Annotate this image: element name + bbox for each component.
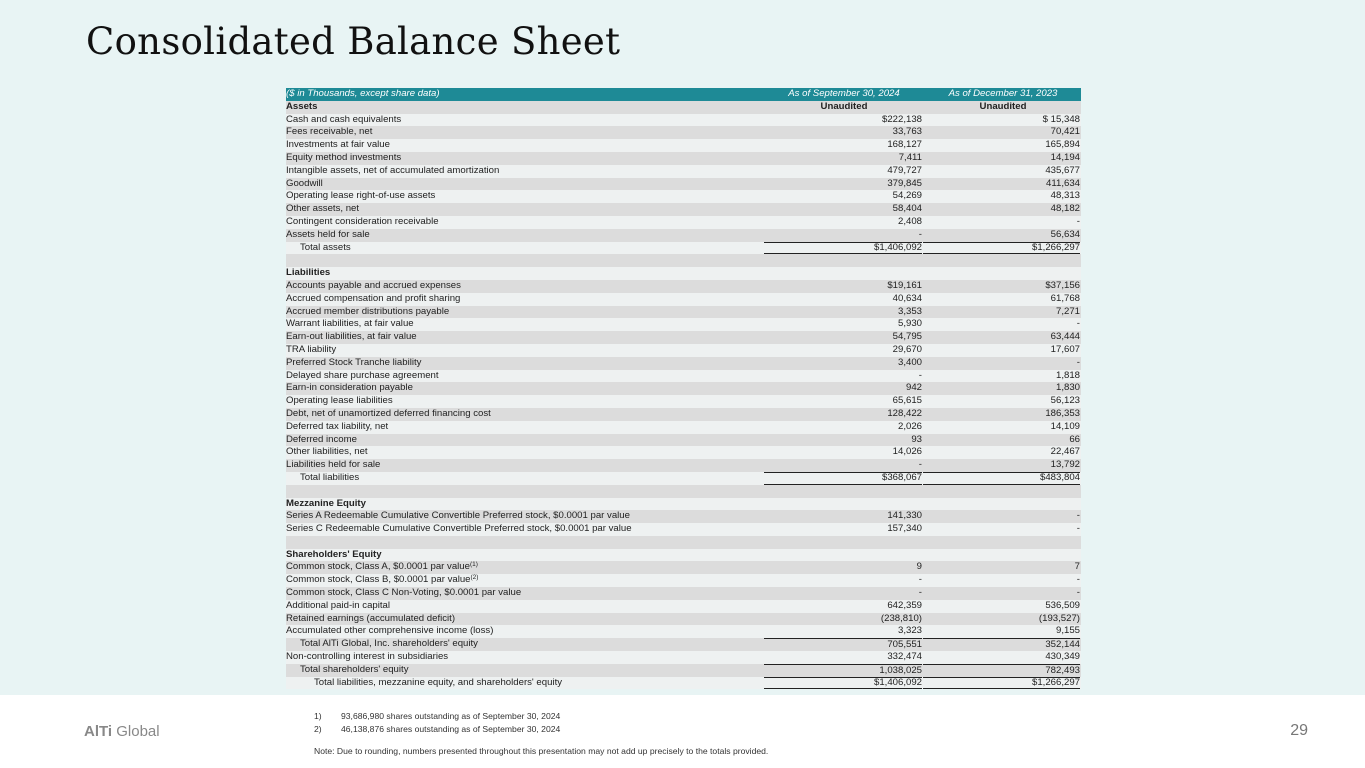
row-label: Assets [286, 100, 318, 112]
table-row [286, 126, 1081, 139]
value-dec-2023: Unaudited [979, 100, 1027, 112]
value-sep-2024: 2,408 [897, 215, 922, 227]
value-dec-2023: 61,768 [1050, 292, 1080, 304]
value-sep-2024: 9 [916, 561, 922, 573]
table-row [286, 434, 1081, 447]
value-sep-2024: 3,353 [897, 305, 922, 317]
value-sep-2024: 33,763 [892, 126, 922, 138]
row-label: Accrued member distributions payable [286, 305, 450, 317]
table-row [286, 382, 1081, 395]
row-label: Earn-in consideration payable [286, 382, 413, 394]
row-label: Accounts payable and accrued expenses [286, 279, 461, 291]
row-label: Fees receivable, net [286, 126, 373, 138]
row-label: Non-controlling interest in subsidiaries [286, 651, 449, 663]
row-label: TRA liability [286, 343, 337, 355]
value-dec-2023: $483,804 [923, 472, 1080, 485]
table-row [286, 293, 1081, 306]
value-sep-2024: 93 [911, 433, 922, 445]
row-label: Additional paid-in capital [286, 599, 390, 611]
value-sep-2024: 54,795 [892, 331, 922, 343]
table-row [286, 216, 1081, 229]
table-row [286, 203, 1081, 216]
page-number: 29 [1290, 722, 1308, 739]
table-row [286, 625, 1081, 638]
table-row [286, 395, 1081, 408]
value-dec-2023: 7,271 [1055, 305, 1080, 317]
footnote-1: 1) 93,686,980 shares outstanding as of September 30, 2024 [314, 711, 561, 721]
table-row [286, 459, 1081, 472]
value-dec-2023: - [1076, 215, 1080, 227]
row-label: Delayed share purchase agreement [286, 369, 439, 381]
table-row [286, 677, 1081, 690]
value-sep-2024: 379,845 [887, 177, 922, 189]
table-row [286, 357, 1081, 370]
value-dec-2023: 22,467 [1050, 446, 1080, 458]
value-sep-2024: 168,127 [887, 139, 922, 151]
row-label: Retained earnings (accumulated deficit) [286, 612, 456, 624]
table-row [286, 306, 1081, 319]
value-dec-2023: 430,349 [1045, 651, 1080, 663]
table-row [286, 280, 1081, 293]
header-col-sep-2024: As of September 30, 2024 [788, 88, 900, 99]
table-row [286, 331, 1081, 344]
page-title: Consolidated Balance Sheet [86, 20, 621, 63]
footnote-ref: (2) [470, 574, 479, 582]
spacer-row [286, 254, 1081, 267]
value-sep-2024: 14,026 [892, 446, 922, 458]
value-sep-2024: $1,406,092 [764, 242, 922, 255]
row-label: Total AlTi Global, Inc. shareholders' equity [300, 638, 478, 650]
value-sep-2024: 157,340 [887, 523, 922, 535]
value-dec-2023: - [1076, 318, 1080, 330]
value-sep-2024: (238,810) [880, 612, 922, 624]
table-row [286, 229, 1081, 242]
header-col-dec-2023: As of December 31, 2023 [948, 88, 1058, 99]
value-sep-2024: - [918, 228, 922, 240]
row-label: Operating lease liabilities [286, 395, 393, 407]
row-label: Shareholders' Equity [286, 548, 382, 560]
row-label: Deferred tax liability, net [286, 420, 389, 432]
value-sep-2024: - [918, 369, 922, 381]
row-label: Liabilities [286, 267, 331, 279]
value-dec-2023: $1,266,297 [923, 677, 1080, 690]
footnote-2: 2) 46,138,876 shares outstanding as of September 30, 2024 [314, 724, 561, 734]
row-label: Series C Redeemable Cumulative Convertible Preferred stock, $0.0001 par value [286, 523, 632, 535]
value-sep-2024: $368,067 [764, 472, 922, 485]
value-sep-2024: $222,138 [881, 113, 922, 125]
value-sep-2024: $1,406,092 [764, 677, 922, 690]
value-dec-2023: 63,444 [1050, 331, 1080, 343]
value-dec-2023: - [1076, 574, 1080, 586]
row-label: Common stock, Class C Non-Voting, $0.0001 par value [286, 587, 522, 599]
value-dec-2023: 14,194 [1050, 151, 1080, 163]
value-sep-2024: 479,727 [887, 164, 922, 176]
table-row [286, 370, 1081, 383]
value-dec-2023: 48,182 [1050, 203, 1080, 215]
table-row [286, 510, 1081, 523]
value-dec-2023: 56,123 [1050, 395, 1080, 407]
value-sep-2024: $19,161 [887, 279, 922, 291]
table-row [286, 664, 1081, 677]
table-row [286, 587, 1081, 600]
table-row [286, 178, 1081, 191]
value-sep-2024: 141,330 [887, 510, 922, 522]
row-label: Total shareholders' equity [300, 663, 409, 675]
value-dec-2023: 17,607 [1050, 343, 1080, 355]
value-dec-2023: 70,421 [1050, 126, 1080, 138]
value-dec-2023: 435,677 [1045, 164, 1080, 176]
row-label: Cash and cash equivalents [286, 113, 402, 125]
table-row [286, 101, 1081, 114]
row-label: Other liabilities, net [286, 446, 368, 458]
value-dec-2023: 13,792 [1050, 459, 1080, 471]
table-row [286, 114, 1081, 127]
value-sep-2024: - [918, 459, 922, 471]
table-row [286, 498, 1081, 511]
table-row [286, 523, 1081, 536]
row-label: Investments at fair value [286, 139, 390, 151]
value-dec-2023: $37,156 [1045, 279, 1080, 291]
table-row [286, 267, 1081, 280]
value-dec-2023: $ 15,348 [1042, 113, 1080, 125]
row-label: Earn-out liabilities, at fair value [286, 331, 417, 343]
row-label: Accrued compensation and profit sharing [286, 292, 461, 304]
table-row [286, 344, 1081, 357]
value-sep-2024: 3,400 [897, 356, 922, 368]
table-row [286, 165, 1081, 178]
row-label: Deferred income [286, 433, 357, 445]
header-label: ($ in Thousands, except share data) [286, 88, 440, 99]
row-label: Accumulated other comprehensive income (loss) [286, 625, 494, 637]
value-dec-2023: 782,493 [923, 664, 1080, 677]
table-row [286, 638, 1081, 651]
footnote-ref: (1) [469, 561, 478, 569]
table-row [286, 549, 1081, 562]
row-label: Common stock, Class B, $0.0001 par value$^{(2)}$ [286, 574, 479, 586]
value-dec-2023: - [1076, 356, 1080, 368]
row-label: Goodwill [286, 177, 323, 189]
value-dec-2023: 56,634 [1050, 228, 1080, 240]
value-sep-2024: 128,422 [887, 407, 922, 419]
row-label: Mezzanine Equity [286, 497, 366, 509]
table-row [286, 152, 1081, 165]
value-sep-2024: 5,930 [897, 318, 922, 330]
row-label: Preferred Stock Tranche liability [286, 356, 422, 368]
value-sep-2024: 7,411 [898, 151, 922, 163]
spacer-row [286, 536, 1081, 549]
row-label: Liabilities held for sale [286, 459, 381, 471]
value-dec-2023: (193,527) [1038, 612, 1080, 624]
table-row [286, 600, 1081, 613]
value-sep-2024: 942 [905, 382, 922, 394]
row-label: Intangible assets, net of accumulated amortization [286, 164, 500, 176]
table-row [286, 318, 1081, 331]
value-dec-2023: 352,144 [923, 638, 1080, 651]
row-label: Other assets, net [286, 203, 360, 215]
value-sep-2024: 705,551 [764, 638, 922, 651]
row-label: Total assets [300, 241, 351, 253]
value-sep-2024: - [918, 587, 922, 599]
value-sep-2024: 642,359 [887, 599, 922, 611]
value-sep-2024: 40,634 [892, 292, 922, 304]
value-sep-2024: 58,404 [892, 203, 922, 215]
table-row [286, 242, 1081, 255]
table-row [286, 651, 1081, 664]
value-sep-2024: 65,615 [892, 395, 922, 407]
value-dec-2023: - [1076, 523, 1080, 535]
value-dec-2023: 66 [1069, 433, 1080, 445]
value-sep-2024: - [918, 574, 922, 586]
value-dec-2023: - [1076, 510, 1080, 522]
value-dec-2023: 1,830 [1055, 382, 1080, 394]
spacer-row [286, 485, 1081, 498]
row-label: Equity method investments [286, 151, 402, 163]
value-sep-2024: 1,038,025 [764, 664, 922, 677]
balance-sheet-table [286, 88, 1081, 689]
value-dec-2023: $1,266,297 [923, 242, 1080, 255]
table-header [286, 88, 1081, 101]
value-sep-2024: 3,323 [897, 625, 922, 637]
table-row [286, 190, 1081, 203]
value-dec-2023: 165,894 [1045, 139, 1080, 151]
table-row [286, 408, 1081, 421]
row-label: Series A Redeemable Cumulative Convertible Preferred stock, $0.0001 par value [286, 510, 630, 522]
value-sep-2024: 54,269 [892, 190, 922, 202]
value-dec-2023: 536,509 [1045, 599, 1080, 611]
row-label: Contingent consideration receivable [286, 215, 439, 227]
row-label: Total liabilities [300, 471, 360, 483]
value-sep-2024: 2,026 [897, 420, 922, 432]
rounding-note: Note: Due to rounding, numbers presented throughout this presentation may not add up precisely to the totals provided. [314, 746, 769, 756]
row-label: Operating lease right-of-use assets [286, 190, 436, 202]
row-label: Warrant liabilities, at fair value [286, 318, 414, 330]
value-sep-2024: Unaudited [820, 100, 868, 112]
value-dec-2023: 14,109 [1050, 420, 1080, 432]
value-sep-2024: 332,474 [887, 651, 922, 663]
table-row [286, 472, 1081, 485]
table-row [286, 139, 1081, 152]
value-dec-2023: 411,634 [1046, 177, 1080, 189]
value-sep-2024: 29,670 [892, 343, 922, 355]
value-dec-2023: 48,313 [1050, 190, 1080, 202]
row-label: Total liabilities, mezzanine equity, and shareholders' equity [314, 676, 563, 688]
value-dec-2023: - [1076, 587, 1080, 599]
table-row [286, 561, 1081, 574]
row-label: Common stock, Class A, $0.0001 par value$^{(1)}$ [286, 561, 478, 573]
value-dec-2023: 9,155 [1055, 625, 1080, 637]
company-logo: AlTi Global [84, 723, 160, 740]
table-row [286, 574, 1081, 587]
value-dec-2023: 7 [1074, 561, 1080, 573]
value-dec-2023: 186,353 [1045, 407, 1080, 419]
table-row [286, 421, 1081, 434]
table-row [286, 613, 1081, 626]
table-row [286, 446, 1081, 459]
value-dec-2023: 1,818 [1055, 369, 1080, 381]
row-label: Debt, net of unamortized deferred financing cost [286, 407, 491, 419]
row-label: Assets held for sale [286, 228, 370, 240]
